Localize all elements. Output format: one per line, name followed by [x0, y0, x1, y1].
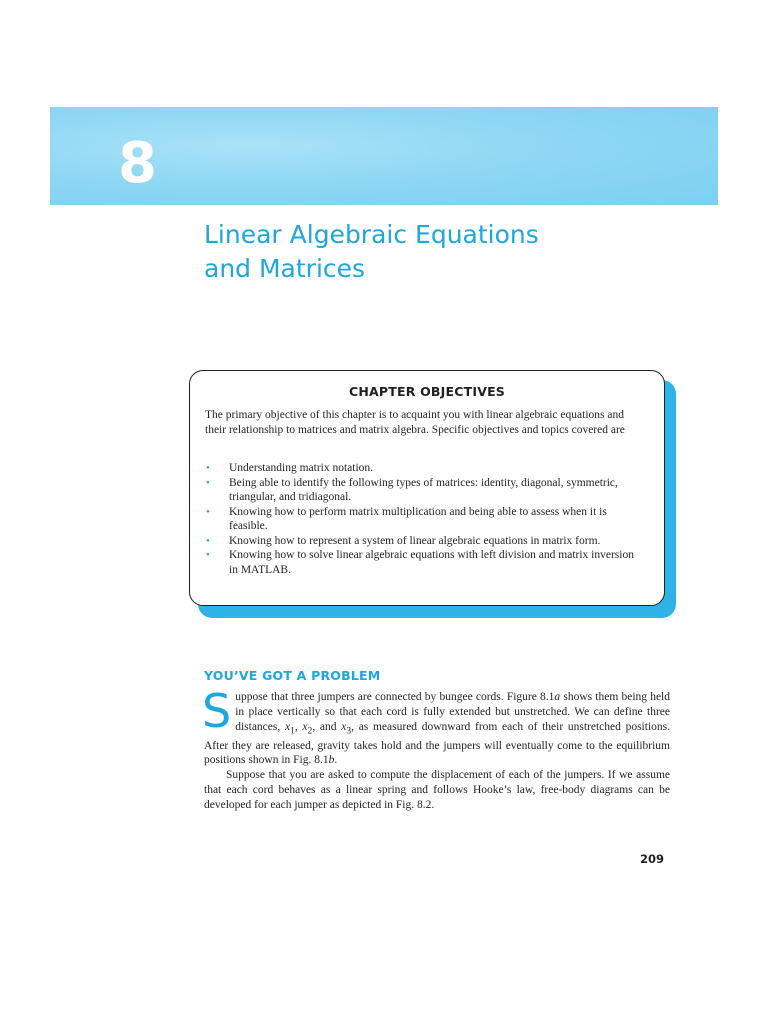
paragraph-2: Suppose that you are asked to compute the displacement of each of the jumpers. If we assume that each cord behaves as a linear spring and follows Hooke’s law, free-body diagrams can be developed for each jumper as depicted in Fig. 8.2.: [204, 769, 670, 811]
objective-item: [205, 548, 645, 577]
objective-item: [205, 476, 645, 505]
variable-x3: x: [341, 720, 347, 733]
objective-item: [205, 461, 645, 476]
bullet-icon: •: [206, 476, 210, 489]
figure-label: b: [328, 754, 335, 767]
subscript: 1: [290, 724, 295, 736]
objectives-intro: The primary objective of this chapter is to acquaint you with linear algebraic equations and their relationship to matrices and matrix algebra. Specific objectives and topics covered are: [205, 409, 625, 436]
chapter-title: [204, 218, 624, 286]
objective-text: Being able to identify the following types of matrices: identity, diagonal, symmetric, triangular, and tridiagonal.: [229, 476, 618, 503]
variable-x2: x: [302, 720, 308, 733]
page-number: 209: [640, 852, 665, 866]
bullet-icon: •: [206, 534, 210, 547]
figure-label: a: [554, 691, 561, 703]
subscript: 2: [307, 724, 313, 736]
subscript: 3: [346, 724, 352, 736]
objective-text: Understanding matrix notation.: [229, 462, 374, 474]
text-run: , and: [312, 720, 342, 733]
bullet-icon: •: [206, 505, 210, 518]
objectives-list: [205, 461, 645, 577]
objective-text: Knowing how to represent a system of linear algebraic equations in matrix form.: [229, 534, 601, 547]
chapter-title-line-1: Linear Algebraic Equations: [204, 220, 539, 249]
section-heading: YOU’VE GOT A PROBLEM: [204, 668, 381, 683]
text-run: , as measured downward from each of their unstretched positions. After they are released, gravity takes hold and the jumpers will eventually come to the equilibrium positions shown in Fig. 8.1: [204, 720, 670, 767]
section-body: [202, 684, 670, 813]
text-run: shows them being held in place vertically so that each cord is fully extended but unstretched. We can define three distances,: [235, 691, 670, 733]
text-run: .: [334, 754, 338, 767]
objectives-heading: CHAPTER OBJECTIVES: [348, 384, 506, 399]
variable-x1: x: [284, 720, 291, 733]
bullet-icon: •: [206, 549, 210, 561]
objective-text: Knowing how to solve linear algebraic equations with left division and matrix inversion in MATLAB.: [229, 549, 634, 576]
objective-item: [205, 534, 645, 549]
chapter-objectives-box: [189, 370, 665, 606]
paragraph-1: [202, 684, 670, 768]
chapter-title-line-2: and Matrices: [204, 254, 366, 283]
objective-item: [205, 505, 645, 534]
objective-text: Knowing how to perform matrix multiplication and being able to assess when it is feasible.: [229, 505, 607, 532]
text-run: ,: [294, 720, 303, 733]
drop-cap: S: [202, 684, 232, 738]
chapter-number: 8: [118, 131, 157, 196]
text-run: uppose that three jumpers are connected by bungee cords. Figure 8.1: [235, 691, 555, 703]
bullet-icon: •: [206, 462, 210, 474]
